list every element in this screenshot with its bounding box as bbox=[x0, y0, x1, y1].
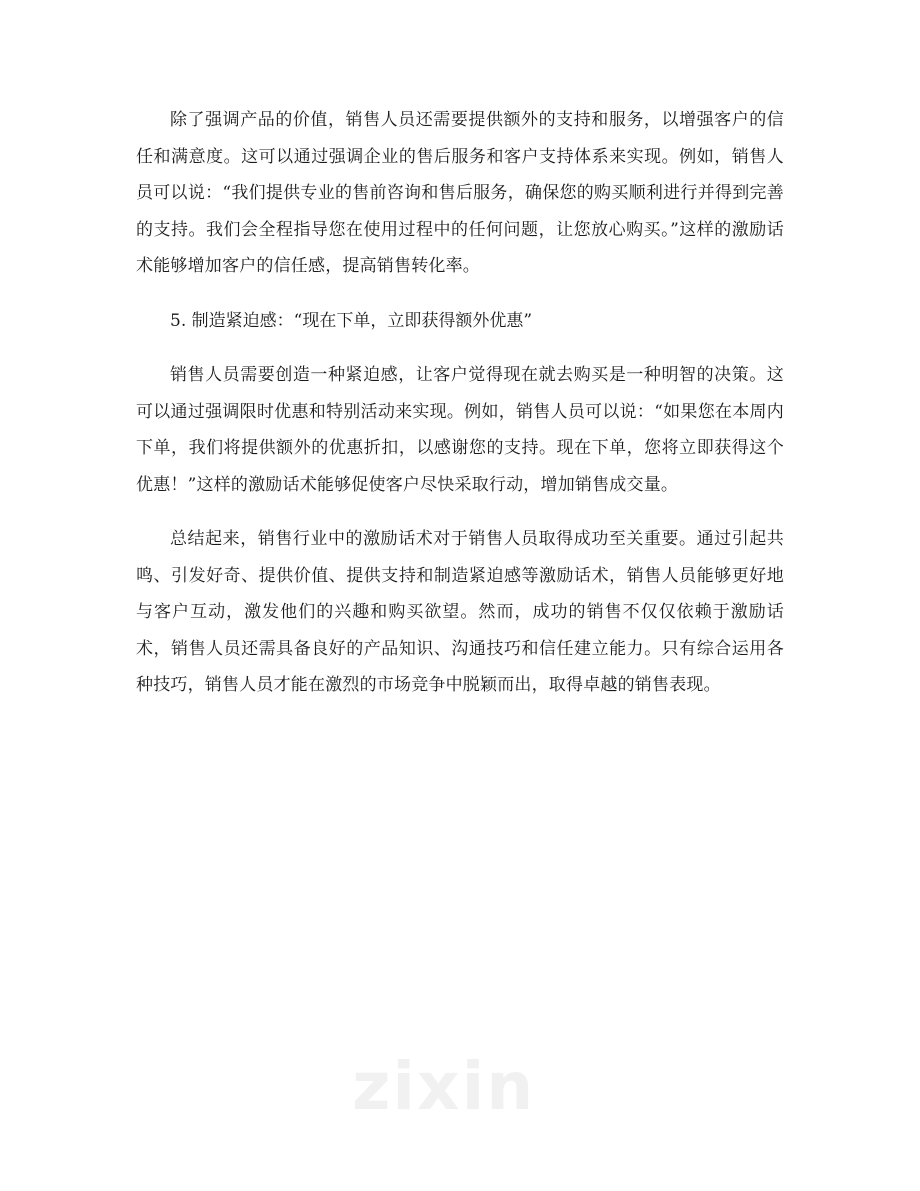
document-body bbox=[136, 102, 784, 722]
paragraph-summary: 总结起来，销售行业中的激励话术对于销售人员取得成功至关重要。通过引起共鸣、引发好奇、提供价值、提供支持和制造紧迫感等激励话术，销售人员能够更好地与客户互动，激发他们的兴趣和购买欲望。然而，成功的销售不仅仅依赖于激励话术，销售人员还需具备良好的产品知识、沟通技巧和信任建立能力。只有综合运用各种技巧，销售人员才能在激烈的市场竞争中脱颖而出，取得卓越的销售表现。 bbox=[136, 529, 784, 695]
paragraph-urgency: 销售人员需要创造一种紧迫感，让客户觉得现在就去购买是一种明智的决策。这可以通过强调限时优惠和特别活动来实现。例如，销售人员可以说：“如果您在本周内下单，我们将提供额外的优惠折扣，以感谢您的支持。现在下单，您将立即获得这个优惠！”这样的激励话术能够促使客户尽快采取行动，增加销售成交量。 bbox=[136, 365, 784, 495]
paragraph-support-service: 除了强调产品的价值，销售人员还需要提供额外的支持和服务，以增强客户的信任和满意度。这可以通过强调企业的售后服务和客户支持体系来实现。例如，销售人员可以说：“我们提供专业的售前咨询和售后服务，确保您的购买顺利进行并得到完善的支持。我们会全程指导您在使用过程中的任何问题，让您放心购买。”这样的激励话术能够增加客户的信任感，提高销售转化率。 bbox=[136, 110, 784, 276]
watermark-logo: zixin bbox=[352, 1048, 536, 1125]
section-heading-urgency: 5. 制造紧迫感：“现在下单，立即获得额外优惠” bbox=[170, 310, 533, 331]
